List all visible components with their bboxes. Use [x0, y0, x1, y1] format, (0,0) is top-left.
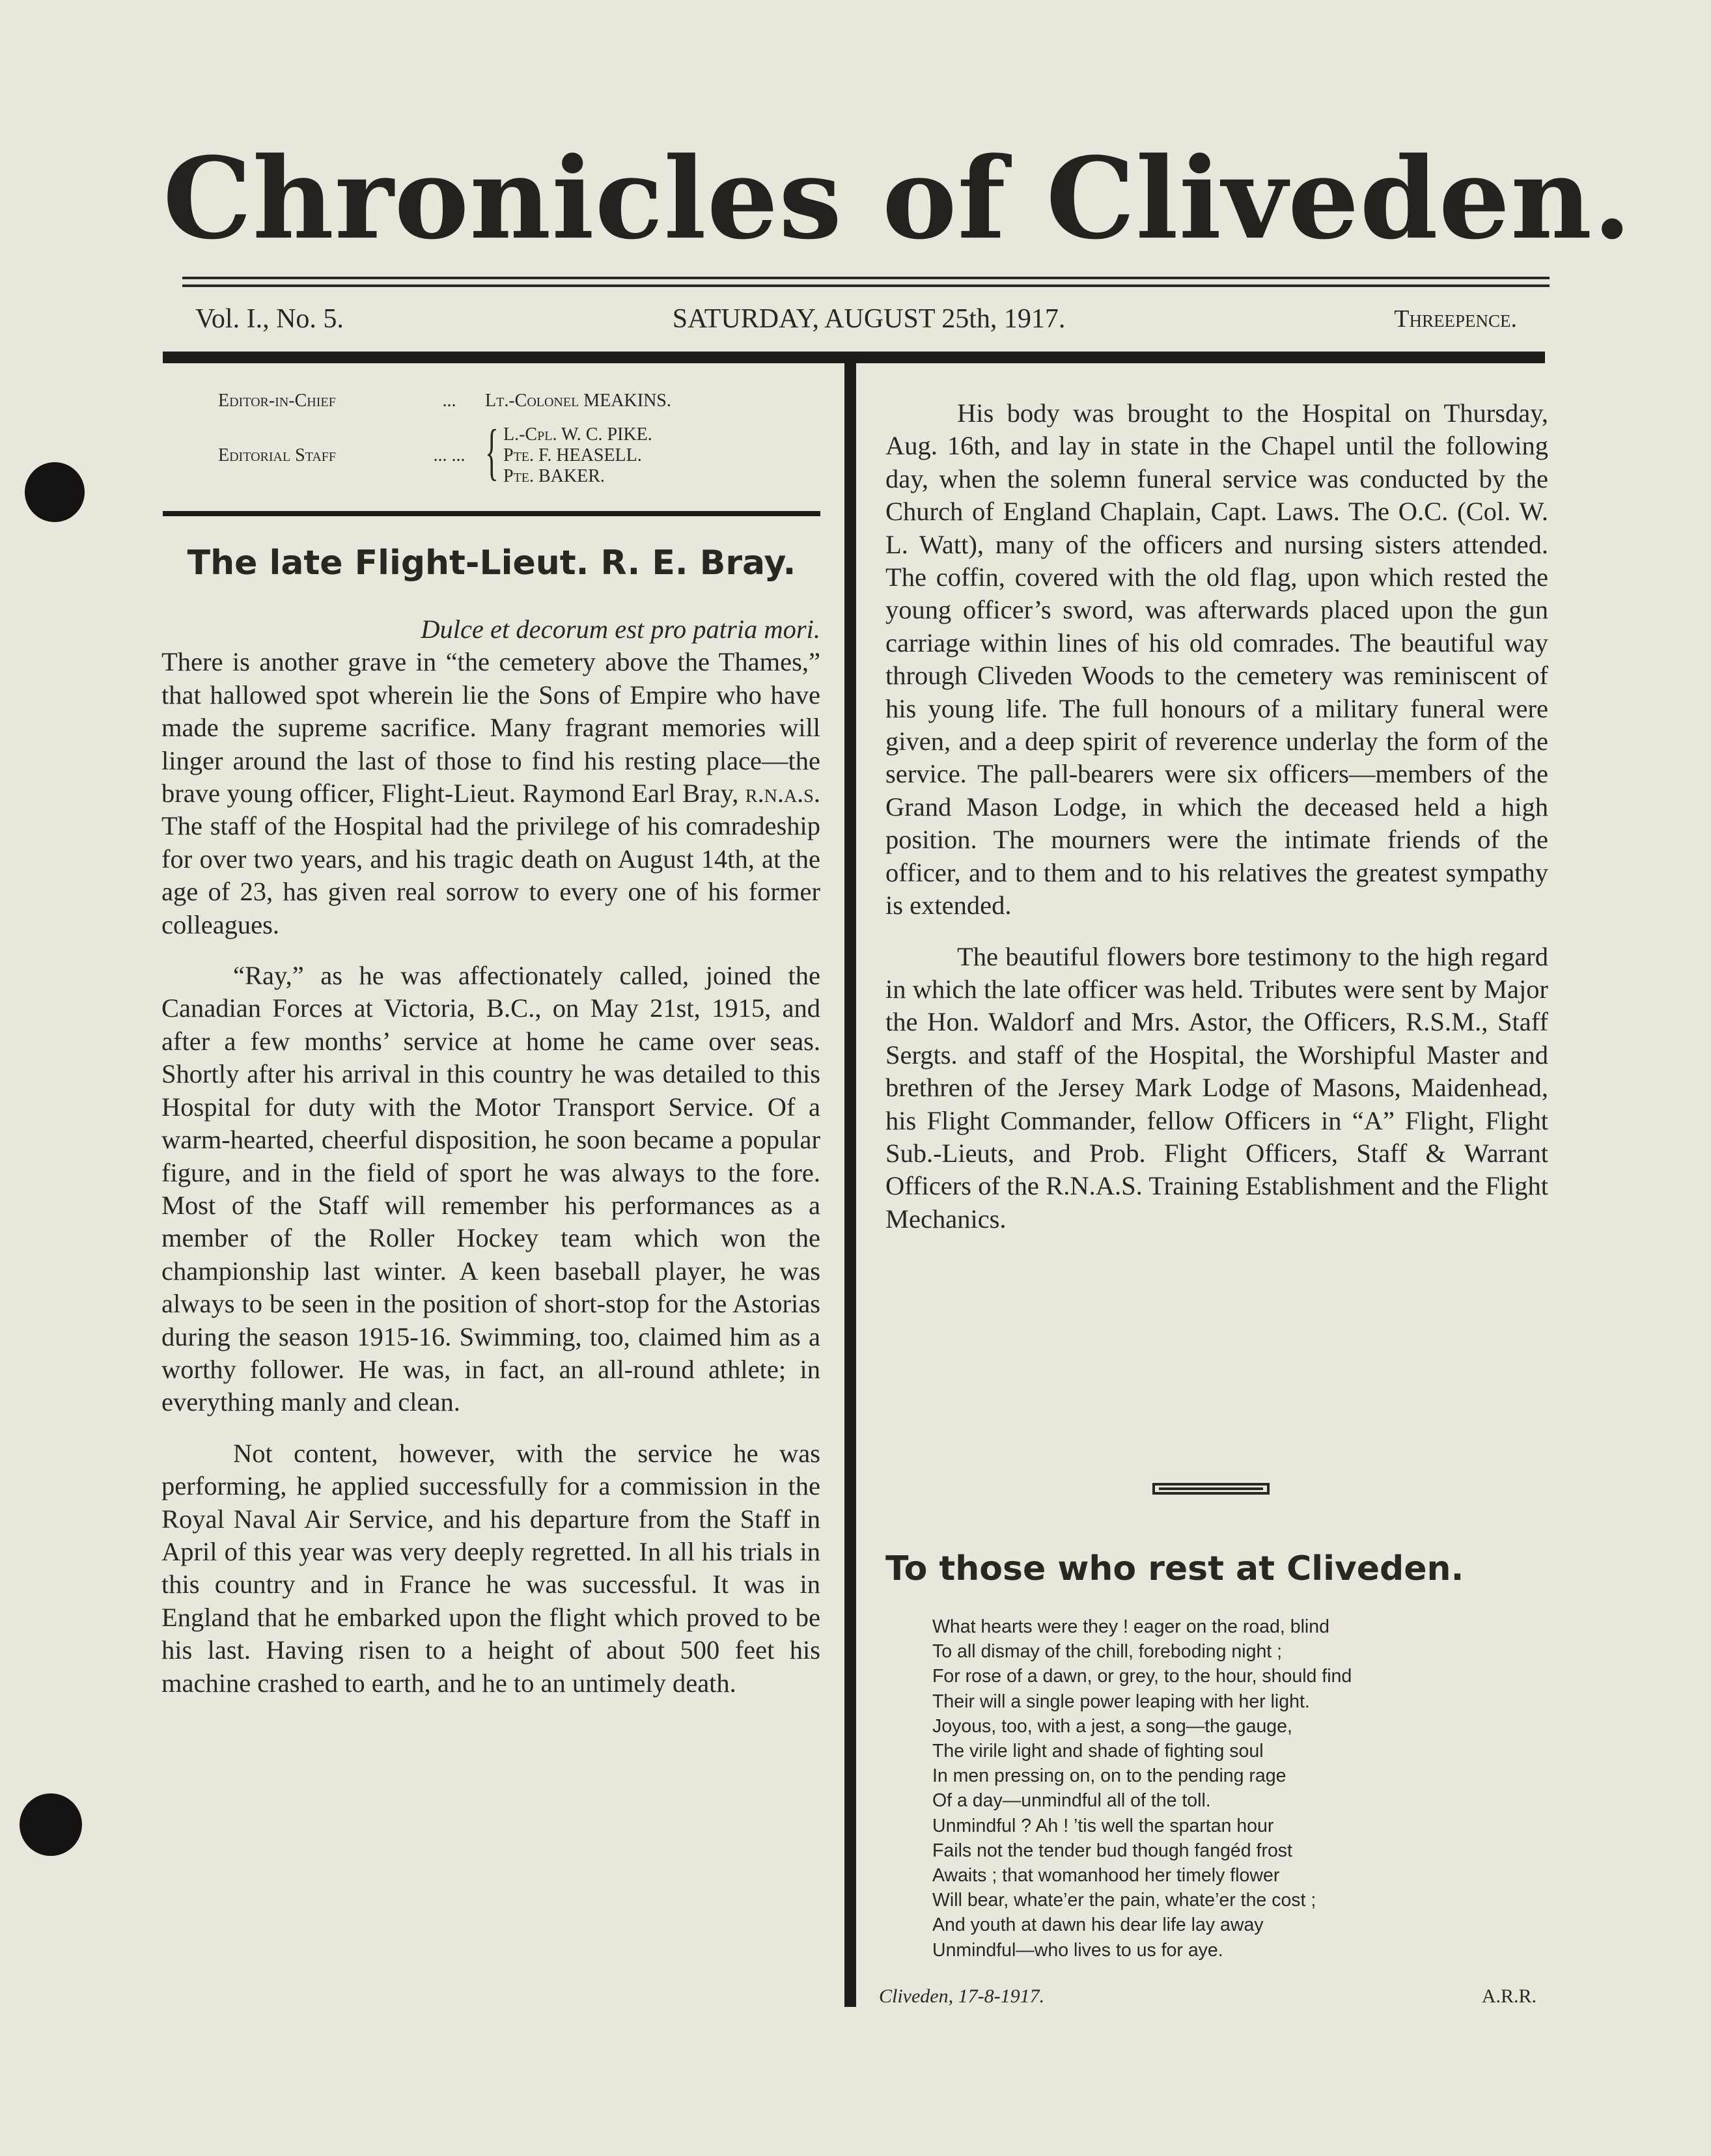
staff-names [503, 424, 652, 487]
poem-line: Unmindful ? Ah ! ’tis well the spartan hour [932, 1815, 1274, 1836]
poem-line: What hearts were they ! eager on the road, blind [932, 1616, 1329, 1637]
staff-row [218, 417, 791, 487]
article-right-column [885, 397, 1548, 1236]
staff-name: L.-Cpl. W. C. PIKE. [503, 424, 652, 445]
poem-line: The virile light and shade of fighting soul [932, 1741, 1264, 1762]
editor-label: Editor-in-Chief [218, 391, 336, 411]
staff-name: Pte. F. HEASELL. [503, 445, 642, 465]
poem-author: A.R.R. [1481, 1985, 1537, 2007]
poem-line: Joyous, too, with a jest, a song—the gauge, [932, 1715, 1292, 1737]
poem-line: For rose of a dawn, or grey, to the hour, should find [932, 1666, 1352, 1687]
paragraph-text: The staff of the Hospital had the privilege of his comradeship for over two years, and his tragic death on August 14th, at the age of 23, has given real sorrow to every one of his former colleagues. [161, 811, 820, 939]
header-rule [163, 352, 1545, 363]
poem-line: Fails not the tender bud though fangéd frost [932, 1840, 1292, 1861]
paragraph: “Ray,” as he was affectionately called, joined the Canadian Forces at Victoria, B.C., on May 21st, 1915, and after a few months’ service at home he came over seas. Shortly after his arrival in this country he was detailed to this Hospital for duty with the Motor Transport Service. Of a warm-hearted, cheerful disposition, he soon became a popular figure, and in the field of sport he was always to the fore. Most of the Staff will remember his performances as a member of the Roller Hockey team which won the championship last winter. A keen baseball player, he was always to be seen in the position of short-stop for the Astorias during the season 1915-16. Swimming, too, claimed him as a worthy follower. He was, in fact, an all-round athlete; in everything manly and clean. [161, 961, 820, 1417]
poem-signature [879, 1985, 1537, 2008]
epigraph: Dulce et decorum est pro patria mori. [421, 615, 820, 644]
section-ornament [1152, 1483, 1270, 1495]
paragraph: The beautiful flowers bore testimony to the high regard in which the late officer was held. Tributes were sent by Major the Hon. Waldorf and Mrs. Astor, the Officers, R.S.M., Staff Sergts. and staff of the Hospital, the Worshipful Master and brethren of the Jersey Mark Lodge of Masons, Maidenhead, his Flight Commander, fellow Officers in “A” Flight, Flight Sub.-Lieuts, and Prob. Flight Officers, Staff & Warrant Officers of the R.N.A.S. Training Establishment and the Flight Mechanics. [885, 941, 1548, 1234]
editor-dots: ... [442, 391, 456, 411]
editorial-staff [218, 391, 791, 487]
article-headline: The late Flight-Lieut. R. E. Bray. [187, 544, 796, 583]
poem-line: Awaits ; that womanhood her timely flower [932, 1865, 1280, 1886]
paragraph: Not content, however, with the service he was performing, he applied successfully for a commission in the Royal Naval Air Service, and his departure from the Staff in April of this year was very deeply regretted. In all his trials in this country and in France he was successful. It was in England that he embarked upon the flight which proved to be his last. Having risen to a height of about 500 feet his machine crashed to earth, and he to an untimely death. [161, 1438, 820, 1698]
poem-line: Unmindful—who lives to us for aye. [932, 1939, 1223, 1961]
masthead-title: Chronicles of Cliveden. [163, 132, 1633, 264]
poem-line: Their will a single power leaping with her light. [932, 1691, 1310, 1712]
poem-line: Of a day—unmindful all of the toll. [932, 1790, 1211, 1812]
staff-label: Editorial Staff [218, 445, 337, 465]
paragraph-text: There is another grave in “the cemetery above the Thames,” that hallowed spot wherein lie the Sons of Empire who have made the supreme sacrifice. Many fragrant memories will linger around the last of those to find his resting place—the brave young officer, Flight-Lieut. Raymond Earl Bray, [161, 647, 820, 808]
staff-dots: ... ... [433, 445, 466, 465]
column-divider [844, 363, 856, 2007]
staff-name: Pte. BAKER. [503, 466, 605, 486]
poem-title: To those who rest at Cliveden. [885, 1549, 1464, 1588]
poem [932, 1614, 1505, 1963]
issue-price: Threepence. [1394, 305, 1517, 333]
poem-line: And youth at dawn his dear life lay away [932, 1914, 1264, 1936]
issue-line [195, 299, 1517, 339]
brace-symbol: { [485, 417, 499, 486]
editor-row [218, 391, 791, 411]
issue-date: SATURDAY, AUGUST 25th, 1917. [672, 304, 1066, 334]
poem-place-date: Cliveden, 17-8-1917. [879, 1985, 1045, 2007]
poem-line: Will bear, whate’er the pain, whate’er the cost ; [932, 1890, 1316, 1911]
masthead-rule-top [182, 277, 1550, 279]
rnas-abbr: r.n.a.s. [745, 779, 820, 808]
paragraph: His body was brought to the Hospital on Thursday, Aug. 16th, and lay in state in the Chapel until the following day, when the solemn funeral service was conducted by the Church of England Chaplain, Capt. Laws. The O.C. (Col. W. L. Watt), many of the officers and nursing sisters attended. The coffin, covered with the old flag, upon which rested the young officer’s sword, was afterwards placed upon the gun carriage within lines of his old comrades. The beautiful way through Cliveden Woods to the cemetery was reminiscent of his young life. The full honours of a military funeral were given, and a deep spirit of reverence underlay the form of the service. The pall-bearers were six officers—members of the Grand Mason Lodge, in which the deceased held a high position. The mourners were the intimate friends of the officer, and to them and to his relatives the greatest sympathy is extended. [885, 398, 1548, 920]
editor-name: Lt.-Colonel MEAKINS. [485, 391, 671, 411]
masthead-rule-bottom [182, 284, 1550, 287]
paragraph [161, 646, 820, 941]
article-left-column [161, 613, 820, 1700]
binding-hole [25, 462, 85, 522]
binding-hole [20, 1793, 82, 1856]
staff-rule [163, 511, 820, 516]
poem-line: To all dismay of the chill, foreboding night ; [932, 1641, 1283, 1663]
poem-line: In men pressing on, on to the pending rage [932, 1765, 1287, 1787]
volume-number: Vol. I., No. 5. [195, 304, 344, 334]
